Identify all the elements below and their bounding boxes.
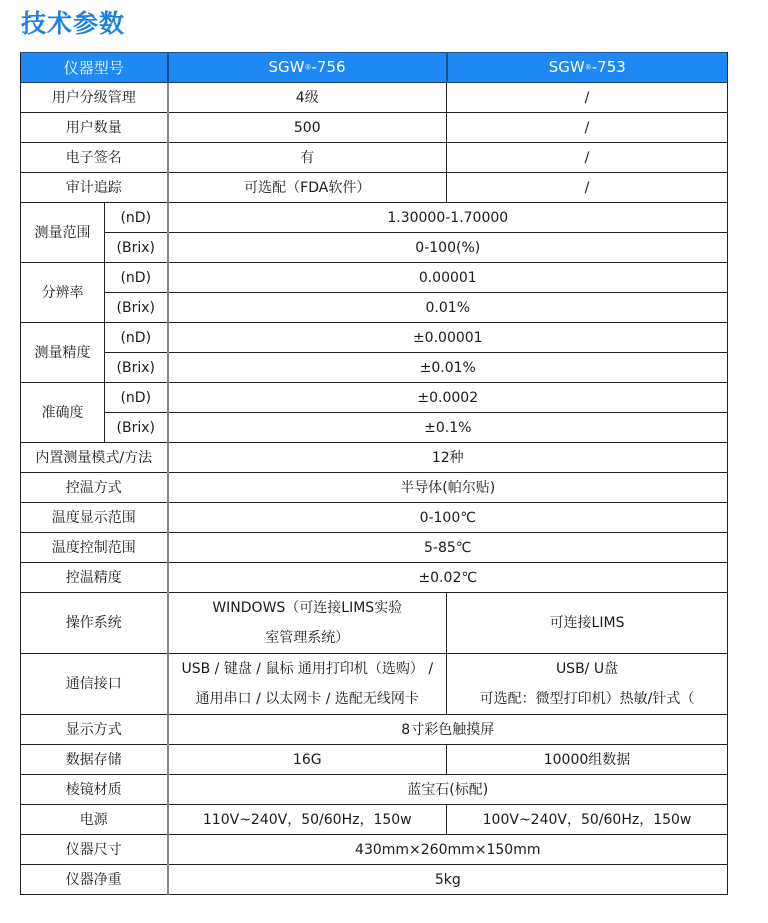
table-row — [21, 533, 728, 563]
cell-756: 有 — [168, 143, 447, 173]
sub-label-nd: (nD) — [105, 383, 168, 413]
row-label: 用户数量 — [21, 113, 168, 143]
cell-line: 室管理系统） — [265, 630, 350, 646]
table-row — [21, 113, 728, 143]
cell-756: 16G — [168, 745, 447, 775]
cell-shared: 0-100℃ — [168, 503, 728, 533]
sub-label-nd: (nD) — [105, 263, 168, 293]
cell-753 — [447, 654, 728, 715]
table-row — [21, 563, 728, 593]
cell-756: 110V~240V，50/60Hz，150w — [168, 805, 447, 835]
sub-label-brix: (Brix) — [105, 233, 168, 263]
table-row — [21, 383, 728, 413]
table-header-row — [21, 53, 728, 83]
table-row — [21, 805, 728, 835]
cell-756: 可选配（FDA软件） — [168, 173, 447, 203]
cell-shared: 430mm×260mm×150mm — [168, 835, 728, 865]
cell-shared: 半导体(帕尔贴) — [168, 473, 728, 503]
header-label: 仪器型号 — [21, 53, 168, 83]
cell-753: 可连接LIMS — [447, 593, 728, 654]
cell-shared: ±0.02℃ — [168, 563, 728, 593]
row-label: 分辨率 — [21, 263, 105, 323]
row-label: 温度显示范围 — [21, 503, 168, 533]
table-row — [21, 593, 728, 654]
model-suffix: -756 — [311, 58, 346, 77]
table-row — [21, 83, 728, 113]
row-label: 棱镜材质 — [21, 775, 168, 805]
page-title: 技术参数 — [21, 9, 126, 38]
registered-mark: ® — [304, 63, 312, 72]
cell-753: 100V~240V，50/60Hz，150w — [447, 805, 728, 835]
cell-shared: 蓝宝石(标配) — [168, 775, 728, 805]
cell-shared: ±0.01% — [168, 353, 728, 383]
cell-shared: ±0.0002 — [168, 383, 728, 413]
row-label: 仪器净重 — [21, 865, 168, 895]
registered-mark: ® — [584, 63, 592, 72]
cell-shared: ±0.1% — [168, 413, 728, 443]
cell-line: USB/ U盘 — [555, 661, 619, 677]
table-row — [21, 143, 728, 173]
row-label: 数据存储 — [21, 745, 168, 775]
sub-label-nd: (nD) — [105, 203, 168, 233]
cell-shared: 1.30000-1.70000 — [168, 203, 728, 233]
header-model-756 — [168, 53, 447, 83]
row-label: 测量范围 — [21, 203, 105, 263]
table-row — [21, 443, 728, 473]
cell-753: / — [447, 113, 728, 143]
cell-line: USB / 键盘 / 鼠标 通用打印机（选购） / — [181, 661, 434, 677]
table-row — [21, 263, 728, 293]
cell-753: 10000组数据 — [447, 745, 728, 775]
spec-table — [20, 52, 728, 895]
table-row — [21, 173, 728, 203]
sub-label-brix: (Brix) — [105, 293, 168, 323]
cell-line: WINDOWS（可连接LIMS实验 — [212, 600, 403, 616]
row-label: 审计追踪 — [21, 173, 168, 203]
table-row — [21, 835, 728, 865]
sub-label-nd: (nD) — [105, 323, 168, 353]
row-label: 操作系统 — [21, 593, 168, 654]
row-label: 内置测量模式/方法 — [21, 443, 168, 473]
model-name: SGW — [268, 58, 305, 77]
cell-shared: 0.00001 — [168, 263, 728, 293]
cell-shared: 0.01% — [168, 293, 728, 323]
sub-label-brix: (Brix) — [105, 413, 168, 443]
table-row — [21, 654, 728, 715]
row-label: 用户分级管理 — [21, 83, 168, 113]
cell-753: / — [447, 143, 728, 173]
row-label: 测量精度 — [21, 323, 105, 383]
table-row — [21, 715, 728, 745]
cell-shared: 0-100(%) — [168, 233, 728, 263]
header-model-753 — [447, 53, 728, 83]
cell-shared: 5kg — [168, 865, 728, 895]
row-label: 显示方式 — [21, 715, 168, 745]
sub-label-brix: (Brix) — [105, 353, 168, 383]
row-label: 通信接口 — [21, 654, 168, 715]
row-label: 控温方式 — [21, 473, 168, 503]
cell-shared: 8寸彩色触摸屏 — [168, 715, 728, 745]
table-row — [21, 413, 728, 443]
row-label: 控温精度 — [21, 563, 168, 593]
cell-shared: ±0.00001 — [168, 323, 728, 353]
model-suffix: -753 — [591, 58, 626, 77]
row-label: 电子签名 — [21, 143, 168, 173]
table-row — [21, 203, 728, 233]
table-row — [21, 233, 728, 263]
table-row — [21, 353, 728, 383]
table-row — [21, 503, 728, 533]
row-label: 电源 — [21, 805, 168, 835]
row-label: 准确度 — [21, 383, 105, 443]
row-label: 仪器尺寸 — [21, 835, 168, 865]
model-name: SGW — [548, 58, 585, 77]
table-row — [21, 293, 728, 323]
cell-756: 4级 — [168, 83, 447, 113]
cell-line: 通用串口 / 以太网卡 / 选配无线网卡 — [195, 691, 419, 707]
cell-shared: 5-85℃ — [168, 533, 728, 563]
row-label: 温度控制范围 — [21, 533, 168, 563]
cell-756: 500 — [168, 113, 447, 143]
cell-756 — [168, 593, 447, 654]
table-row — [21, 323, 728, 353]
cell-753: / — [447, 83, 728, 113]
cell-line: 可选配：微型打印机）热敏/针式（ — [479, 691, 695, 707]
table-row — [21, 775, 728, 805]
cell-753: / — [447, 173, 728, 203]
cell-756 — [168, 654, 447, 715]
table-row — [21, 865, 728, 895]
table-row — [21, 473, 728, 503]
table-row — [21, 745, 728, 775]
cell-shared: 12种 — [168, 443, 728, 473]
